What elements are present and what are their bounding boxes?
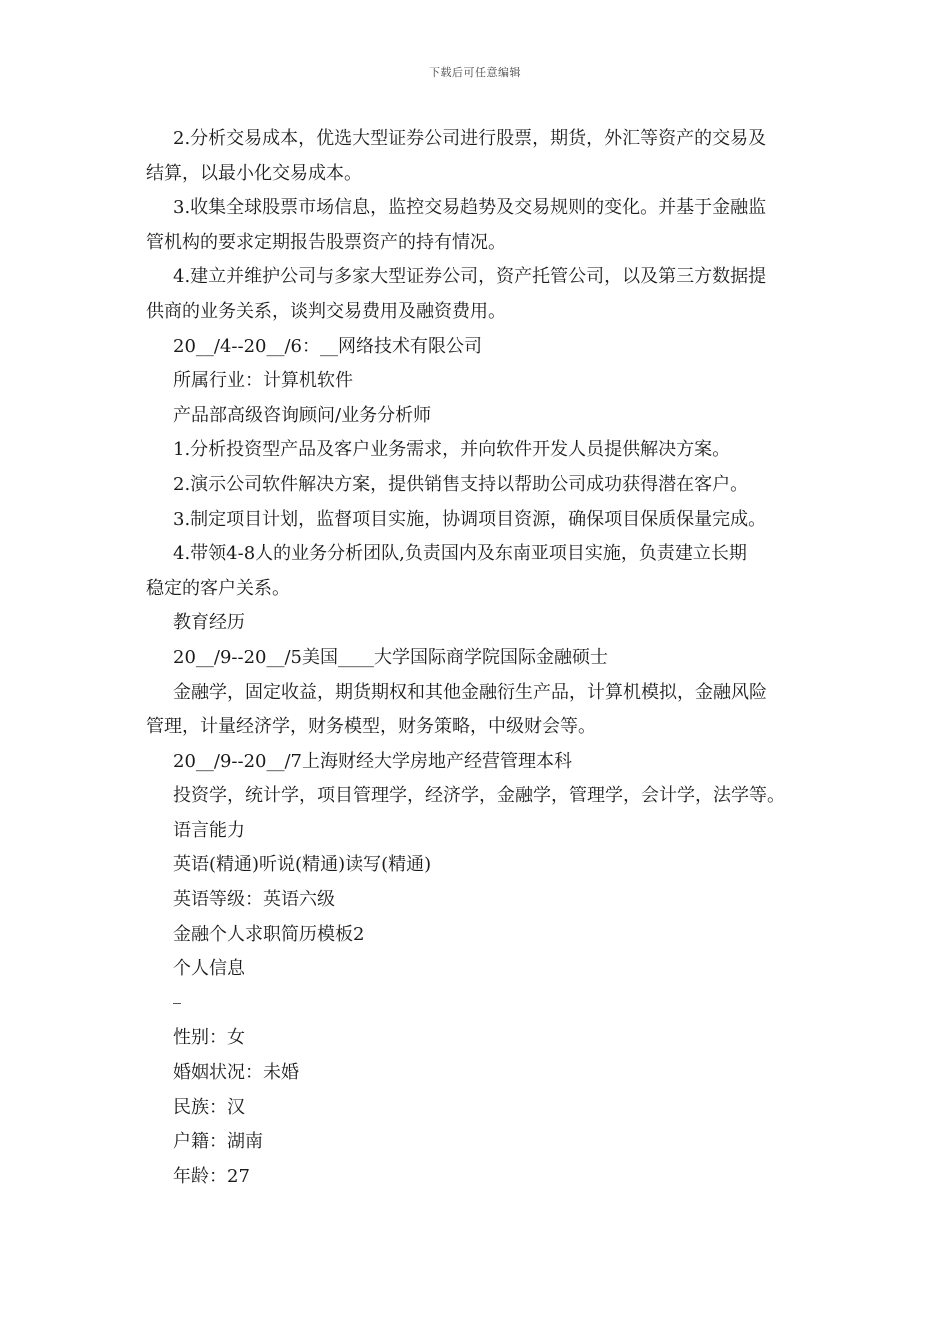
info-line: 婚姻状况：未婚 (173, 1062, 299, 1084)
info-line: 年龄：27 (173, 1165, 250, 1187)
paragraph-line: 英语等级：英语六级 (173, 889, 335, 911)
paragraph-line: 2.演示公司软件解决方案，提供销售支持以帮助公司成功获得潜在客户。 (173, 473, 749, 495)
paragraph-line: 20__/9--20__/7上海财经大学房地产经营管理本科 (173, 750, 573, 772)
paragraph-line: 管理，计量经济学，财务模型，财务策略，中级财会等。 (146, 716, 596, 738)
paragraph-line: 4.带领4-8人的业务分析团队,负责国内及东南亚项目实施，负责建立长期 (173, 543, 747, 565)
paragraph-line: 2.分析交易成本，优选大型证券公司进行股票，期货，外汇等资产的交易及 (173, 128, 767, 149)
paragraph-line: 20__/4--20__/6：__网络技术有限公司 (173, 335, 483, 357)
paragraph-line: 3.制定项目计划，监督项目实施，协调项目资源，确保项目保质保量完成。 (173, 508, 767, 530)
blank-line (146, 987, 822, 1022)
paragraph-line: 稳定的客户关系。 (146, 577, 290, 599)
section-heading: 教育经历 (173, 612, 245, 634)
paragraph-line: 管机构的要求定期报告股票资产的持有情况。 (146, 231, 506, 253)
paragraph-line: 所属行业：计算机软件 (173, 370, 353, 392)
paragraph-line: 投资学，统计学，项目管理学，经济学，金融学，管理学，会计学，法学等。 (173, 785, 785, 807)
paragraph-line: 1.分析投资型产品及客户业务需求，并向软件开发人员提供解决方案。 (173, 439, 731, 461)
document-body (146, 122, 822, 1194)
info-line: 性别：女 (173, 1027, 245, 1049)
paragraph-line: 3.收集全球股票市场信息，监控交易趋势及交易规则的变化。并基于金融监 (173, 197, 767, 219)
blank-underscore (173, 1003, 181, 1004)
paragraph-line: 4.建立并维护公司与多家大型证券公司，资产托管公司，以及第三方数据提 (173, 266, 767, 288)
paragraph-line: 英语(精通)听说(精通)读写(精通) (173, 854, 432, 876)
paragraph-line: 20__/9--20__/5美国____大学国际商学院国际金融硕士 (173, 646, 609, 668)
section-heading: 语言能力 (173, 819, 245, 841)
section-heading: 金融个人求职简历模板2 (173, 923, 365, 945)
section-heading: 个人信息 (173, 958, 245, 980)
paragraph-line: 结算，以最小化交易成本。 (146, 162, 362, 184)
info-line: 民族：汉 (173, 1096, 245, 1118)
paragraph-line: 产品部高级咨询顾问/业务分析师 (173, 404, 432, 426)
info-line: 户籍：湖南 (173, 1131, 263, 1153)
paragraph-line: 供商的业务关系，谈判交易费用及融资费用。 (146, 300, 506, 322)
header-note: 下载后可任意编辑 (429, 66, 521, 79)
paragraph-line: 金融学，固定收益，期货期权和其他金融衍生产品，计算机模拟，金融风险 (173, 681, 767, 703)
